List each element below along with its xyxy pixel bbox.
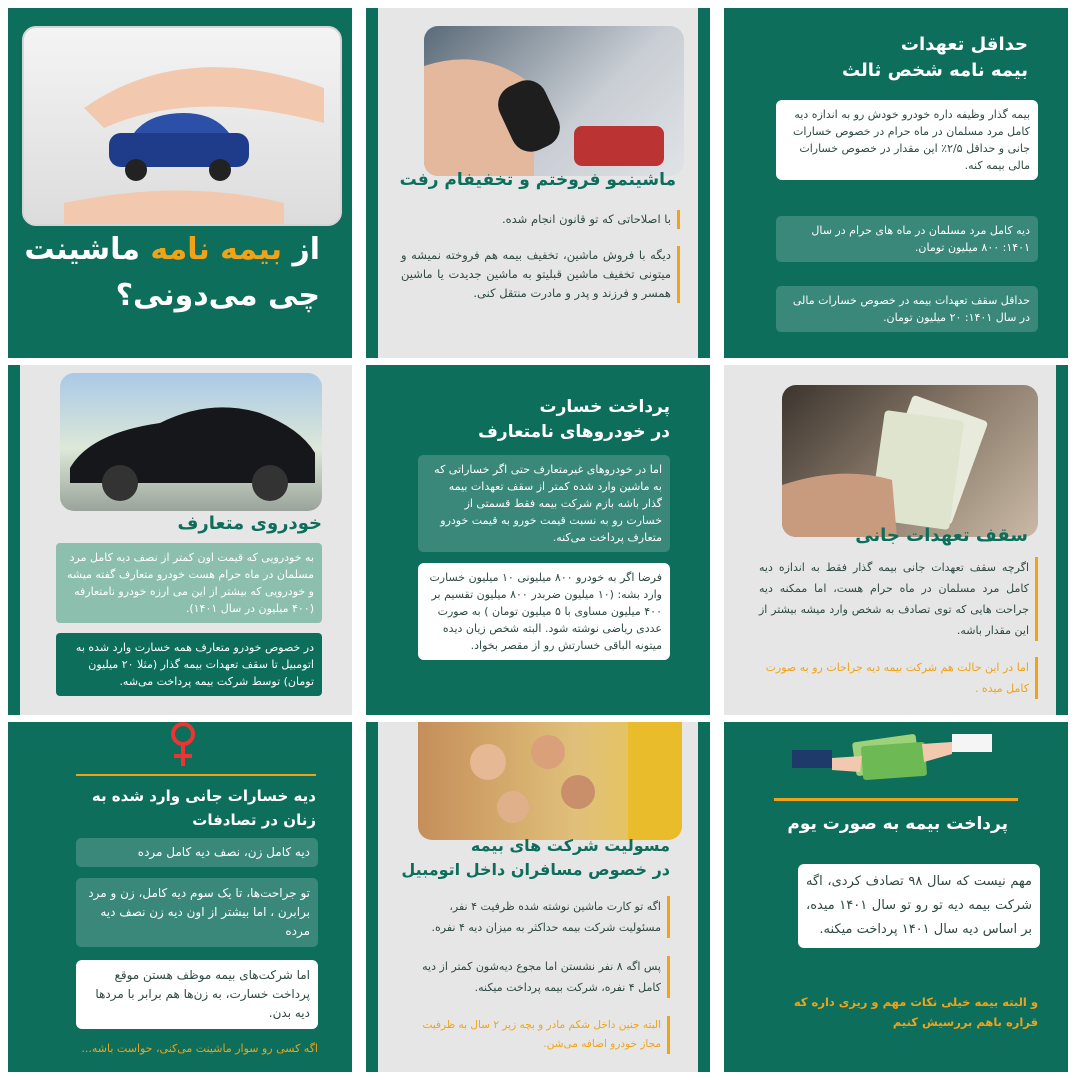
conventional-box1: به خودرویی که قیمت اون کمتر از نصف دیه کامل مرد مسلمان در ماه حرام هست خودرو متعارف گفته میشه و خودرویی که بیشتر از این می ارزه خودرو نامتعارفه (۴۰۰ میلیون در سال ۱۴۰۱). bbox=[56, 543, 322, 623]
obligations-box1: بیمه گذار وظیفه داره خودرو خودش رو به اندازه دیه کامل مرد مسلمان در ماه حرام در خصوص خسارات جانی و حداقل ۲/۵٪ این مقدار در خصوص خسارات مالی بیمه کنه. bbox=[776, 100, 1038, 180]
person-face-shape bbox=[497, 791, 529, 823]
divider bbox=[774, 798, 1018, 801]
title-part2: ماشینت bbox=[24, 232, 140, 267]
keys-illustration bbox=[424, 26, 684, 176]
female-symbol-icon bbox=[168, 722, 198, 768]
title-part1: از bbox=[292, 232, 320, 267]
title-line2: زنان در تصادفات bbox=[192, 811, 316, 829]
title-highlight: بیمه نامه bbox=[150, 232, 282, 267]
obligations-box2: دیه کامل مرد مسلمان در ماه های حرام در سال ۱۴۰۱: ۸۰۰ میلیون تومان. bbox=[776, 216, 1038, 262]
car-keys-photo bbox=[424, 26, 684, 176]
hands-car-illustration bbox=[24, 28, 340, 224]
title-line1: دیه خسارات جانی وارد شده به bbox=[91, 787, 316, 805]
side-bar bbox=[698, 722, 710, 1072]
payment-box1: مهم نیست که سال ۹۸ تصادف کردی، اگه شرکت بیمه دیه تو رو تو سال ۱۴۰۱ میده، بر اساس دیه سال ۱۴۰۱ پرداخت میکنه. bbox=[798, 864, 1040, 948]
passenger-p1: اگه تو کارت ماشین نوشته شده ظرفیت ۴ نفر، مسئولیت شرکت بیمه حداکثر به میزان دیه ۴ نفره. bbox=[405, 896, 670, 938]
title-line1: حداقل تعهدات bbox=[900, 34, 1028, 55]
car-shape bbox=[574, 126, 664, 166]
tile-life-obligations bbox=[724, 365, 1068, 715]
car-wheel-shape bbox=[252, 465, 288, 501]
sold-car-p1: با اصلاحاتی که تو قانون انجام شده. bbox=[401, 210, 680, 229]
passenger-title bbox=[401, 834, 670, 882]
women-box3: اما شرکت‌های بیمه موظف هستن موقع پرداخت خسارت، به زن‌ها هم برابر با مردها دیه بدن. bbox=[76, 960, 318, 1029]
passenger-p3: البته جنین داخل شکم مادر و بچه زیر ۲ سال به ظرفیت مجاز خودرو اضافه می‌شن. bbox=[405, 1016, 670, 1054]
life-obligations-title: سقف تعهدات جانی bbox=[855, 525, 1028, 546]
person-face-shape bbox=[531, 735, 565, 769]
side-bar bbox=[366, 722, 378, 1072]
tile-sold-car bbox=[366, 8, 710, 358]
title-line2: در خصوص مسافران داخل اتومبیل bbox=[401, 860, 670, 879]
tile-conventional-car bbox=[8, 365, 352, 715]
payment-footer: و البته بیمه خیلی نکات مهم و ریزی داره که قراره باهم بررسیش کنیم bbox=[793, 995, 1038, 1029]
women-footer: اگه کسی رو سوار ماشینت می‌کنی، حواست باشه... bbox=[81, 1042, 318, 1055]
sleeve-shape bbox=[792, 750, 832, 768]
unconventional-box2: فرضا اگر به خودرو ۸۰۰ میلیونی ۱۰ میلیون خسارت وارد بشه: (۱۰ میلیون ضربدر ۸۰۰ میلیون تقسیم بر ۴۰۰ میلیون مساوی با ۵ میلیون تومان ) به صورت عددی ریاضی نوشته شود. البته شخص زیان دیده میتونه الباقی خسارتش رو از مقصر بخواد. bbox=[418, 563, 670, 660]
obligations-box3: حداقل سقف تعهدات بیمه در خصوص خسارات مالی در سال ۱۴۰۱: ۲۰ میلیون تومان. bbox=[776, 286, 1038, 332]
unconventional-title bbox=[478, 395, 670, 445]
title-line2: بیمه نامه شخص ثالث bbox=[841, 60, 1028, 81]
insurance-hands-photo bbox=[22, 26, 342, 226]
sold-car-p2: دیگه با فروش ماشین، تخفیف بیمه هم فروخته نمیشه و میتونی تخفیف ماشین قبلیتو به ماشین جدیدت یا ماشین همسر و فرزند و پدر و مادرت منتقل کنی. bbox=[401, 246, 680, 303]
title-line1: پرداخت خسارت bbox=[539, 397, 670, 417]
side-bar bbox=[698, 8, 710, 358]
divider bbox=[76, 774, 316, 776]
payment-handover-icon bbox=[792, 728, 992, 784]
hand-shape bbox=[832, 756, 862, 772]
black-car-illustration bbox=[60, 373, 322, 511]
intro-title bbox=[20, 228, 320, 320]
tile-women-compensation bbox=[8, 722, 352, 1072]
money-illustration bbox=[782, 385, 1038, 537]
tile-minimum-obligations bbox=[724, 8, 1068, 358]
side-bar bbox=[8, 365, 20, 715]
side-bar bbox=[1056, 365, 1068, 715]
black-car-photo bbox=[60, 373, 322, 511]
tile-unconventional-payment bbox=[366, 365, 710, 715]
money-photo bbox=[782, 385, 1038, 537]
car-wheel-shape bbox=[102, 465, 138, 501]
passengers-photo bbox=[418, 722, 682, 840]
unconventional-box1: اما در خودروهای غیرمتعارف حتی اگر خساراتی که به ماشین وارد شده کمتر از سقف تعهدات بیمه گذار باشه بازم شرکت بیمه فقط قسمتی از خسارت رو به نسبت قیمت خورو به قیمت خودرو متعارف پرداخت می‌کنه. bbox=[418, 455, 670, 552]
women-title bbox=[92, 784, 316, 832]
obligations-title bbox=[842, 32, 1028, 84]
conventional-box2: در خصوص خودرو متعارف همه خسارت وارد شده به اتومبیل تا سقف تعهدات بیمه گذار (مثلا ۲۰ میلیون تومان) توسط شرکت بیمه پرداخت می‌شه. bbox=[56, 633, 322, 696]
sleeve-shape bbox=[952, 734, 992, 752]
passengers-illustration bbox=[418, 722, 682, 840]
passenger-p2: پس اگه ۸ نفر نشستن اما مجوع دیه‌شون کمتر از دیه کامل ۴ نفره، شرکت بیمه پرداخت میکنه. bbox=[405, 956, 670, 998]
banknote-shape bbox=[861, 742, 927, 780]
car-roof-shape bbox=[134, 113, 229, 133]
sold-car-title: ماشینمو فروختم و تخفیفام رفت bbox=[399, 170, 676, 190]
person-face-shape bbox=[470, 744, 506, 780]
car-wheel-shape bbox=[209, 159, 231, 181]
hand-bottom-shape bbox=[64, 191, 284, 225]
title-line2: در خودروهای نامتعارف bbox=[478, 422, 670, 442]
side-bar bbox=[366, 8, 378, 358]
hand-shape bbox=[922, 742, 952, 762]
life-obligations-p1: اگرچه سقف تعهدات جانی بیمه گذار فقط به اندازه دیه کامل مرد مسلمان در ماه حرام هست، اما ممکنه دیه جراحت هایی که توی تصادف به شخص وارد میشه بیشتر از این مقدار باشه. bbox=[759, 557, 1038, 641]
tile-intro bbox=[8, 8, 352, 358]
title-line1: مسولیت شرکت های بیمه bbox=[470, 836, 670, 855]
car-wheel-shape bbox=[125, 159, 147, 181]
women-box1: دیه کامل زن، نصف دیه کامل مرده bbox=[76, 838, 318, 867]
title-line2: چی می‌دونی؟ bbox=[115, 278, 320, 313]
person-face-shape bbox=[561, 775, 595, 809]
life-obligations-p2: اما در این حالت هم شرکت بیمه دیه جراحات رو به صورت کامل میده . bbox=[759, 657, 1038, 699]
tile-passenger-liability bbox=[366, 722, 710, 1072]
women-box2: تو جراحت‌ها، تا یک سوم دیه کامل، زن و مرد برابرن ، اما بیشتر از اون دیه زن نصف دیه مرده bbox=[76, 878, 318, 947]
car-door-shape bbox=[628, 722, 682, 840]
tile-payment-per-day bbox=[724, 722, 1068, 1072]
payment-title: پرداخت بیمه به صورت یوم bbox=[787, 814, 1008, 834]
conventional-title: خودروی متعارف bbox=[177, 513, 322, 534]
